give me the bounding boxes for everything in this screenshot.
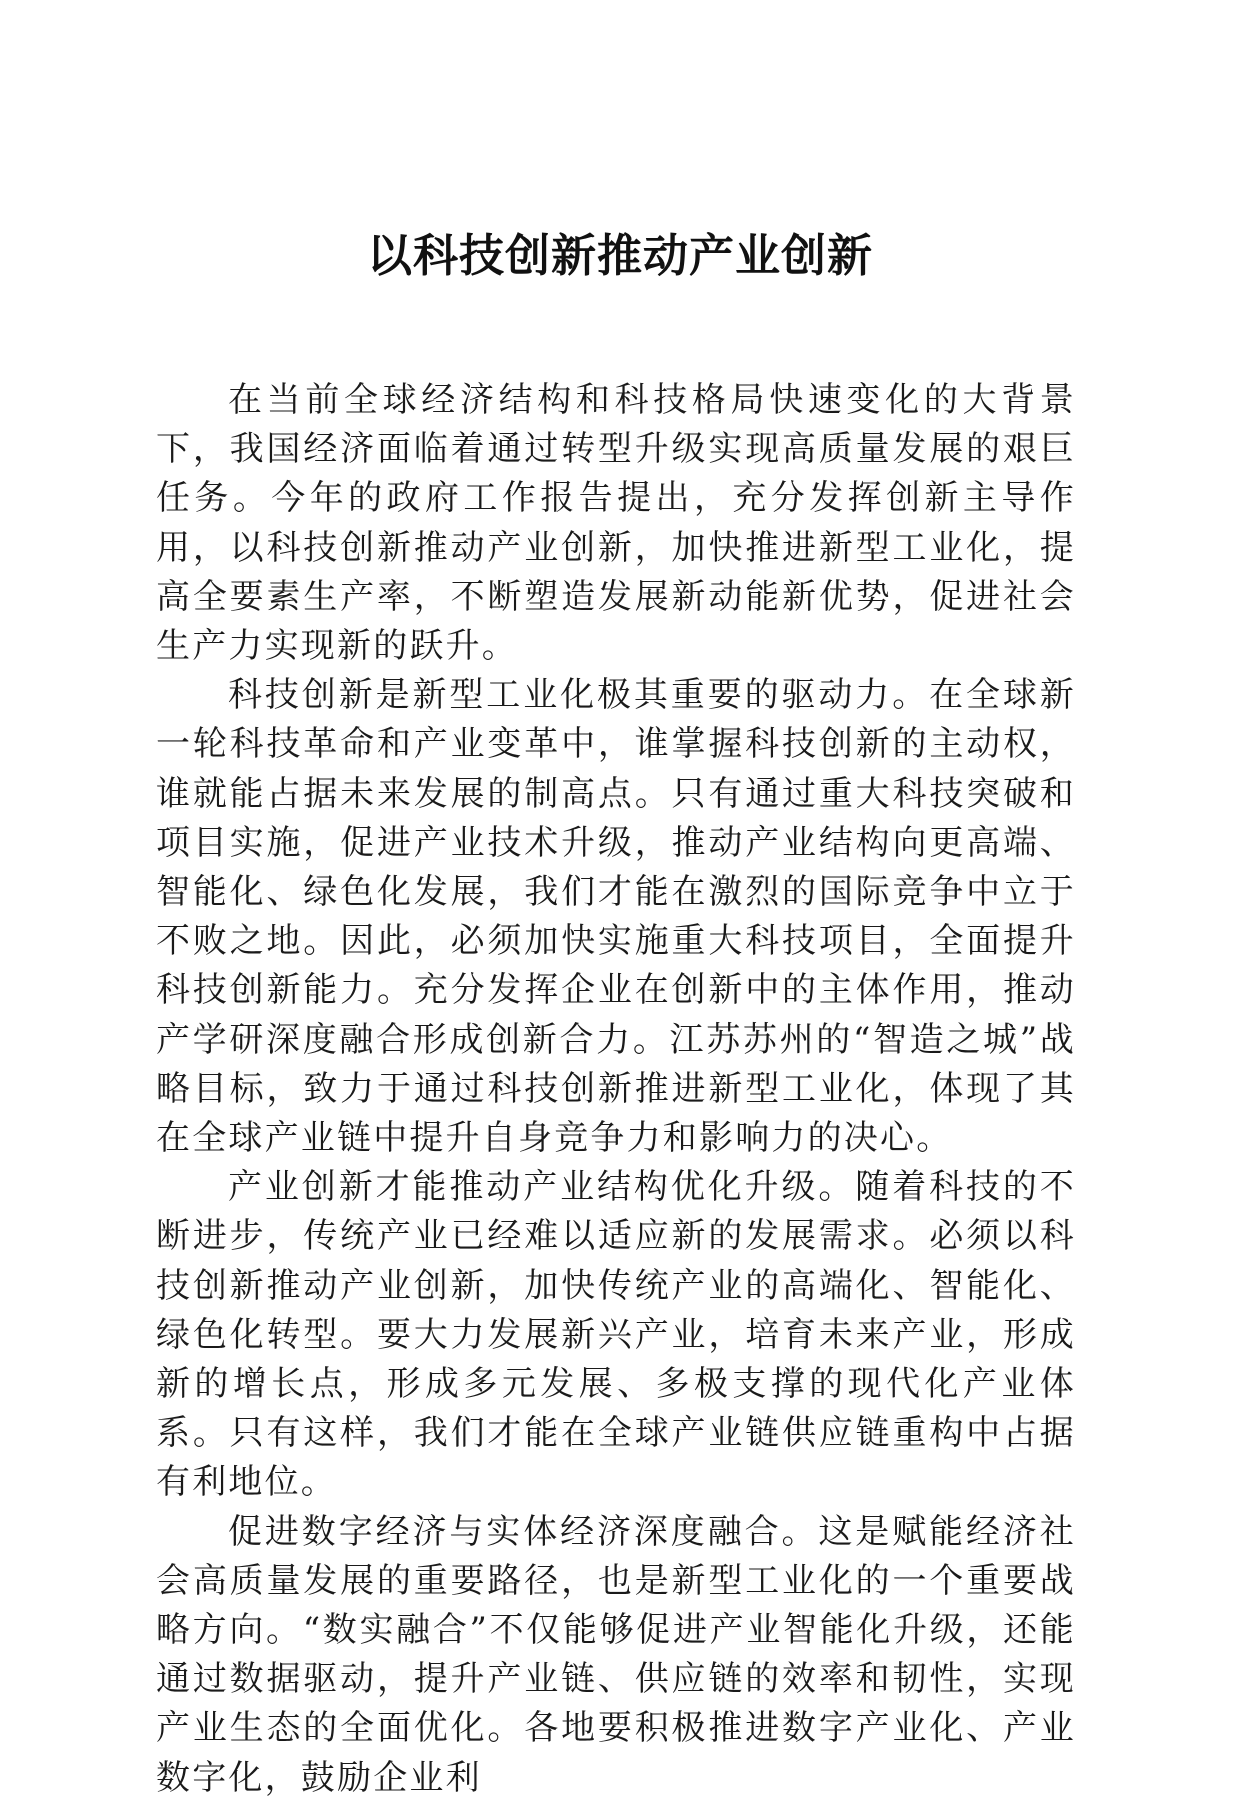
- paragraph-1: 在当前全球经济结构和科技格局快速变化的大背景下，我国经济面临着通过转型升级实现高质量发展的艰巨任务。今年的政府工作报告提出，充分发挥创新主导作用，以科技创新推动产业创新，加快推进新型工业化，提高全要素生产率，不断塑造发展新动能新优势，促进社会生产力实现新的跃升。: [156, 380, 1076, 667]
- paragraph-4: 促进数字经济与实体经济深度融合。这是赋能经济社会高质量发展的重要路径，也是新型工业化的一个重要战略方向。“数实融合”不仅能够促进产业智能化升级，还能通过数据驱动，提升产业链、供应链的效率和韧性，实现产业生态的全面优化。各地要积极推进数字产业化、产业数字化，鼓励企业利: [156, 1511, 1076, 1798]
- document-title: 以科技创新推动产业创新: [366, 229, 873, 282]
- paragraph-2: 科技创新是新型工业化极其重要的驱动力。在全球新一轮科技革命和产业变革中，谁掌握科技创新的主动权，谁就能占据未来发展的制高点。只有通过重大科技突破和项目实施，促进产业技术升级，推动产业结构向更高端、智能化、绿色化发展，我们才能在激烈的国际竞争中立于不败之地。因此，必须加快实施重大科技项目，全面提升科技创新能力。充分发挥企业在创新中的主体作用，推动产学研深度融合形成创新合力。江苏苏州的“智造之城”战略目标，致力于通过科技创新推进新型工业化，体现了其在全球产业链中提升自身竞争力和影响力的决心。: [156, 675, 1076, 1159]
- paragraph-3: 产业创新才能推动产业结构优化升级。随着科技的不断进步，传统产业已经难以适应新的发展需求。必须以科技创新推动产业创新，加快传统产业的高端化、智能化、绿色化转型。要大力发展新兴产业，培育未来产业，形成新的增长点，形成多元发展、多极支撑的现代化产业体系。只有这样，我们才能在全球产业链供应链重构中占据有利地位。: [156, 1167, 1076, 1503]
- document-body: [156, 376, 1076, 1803]
